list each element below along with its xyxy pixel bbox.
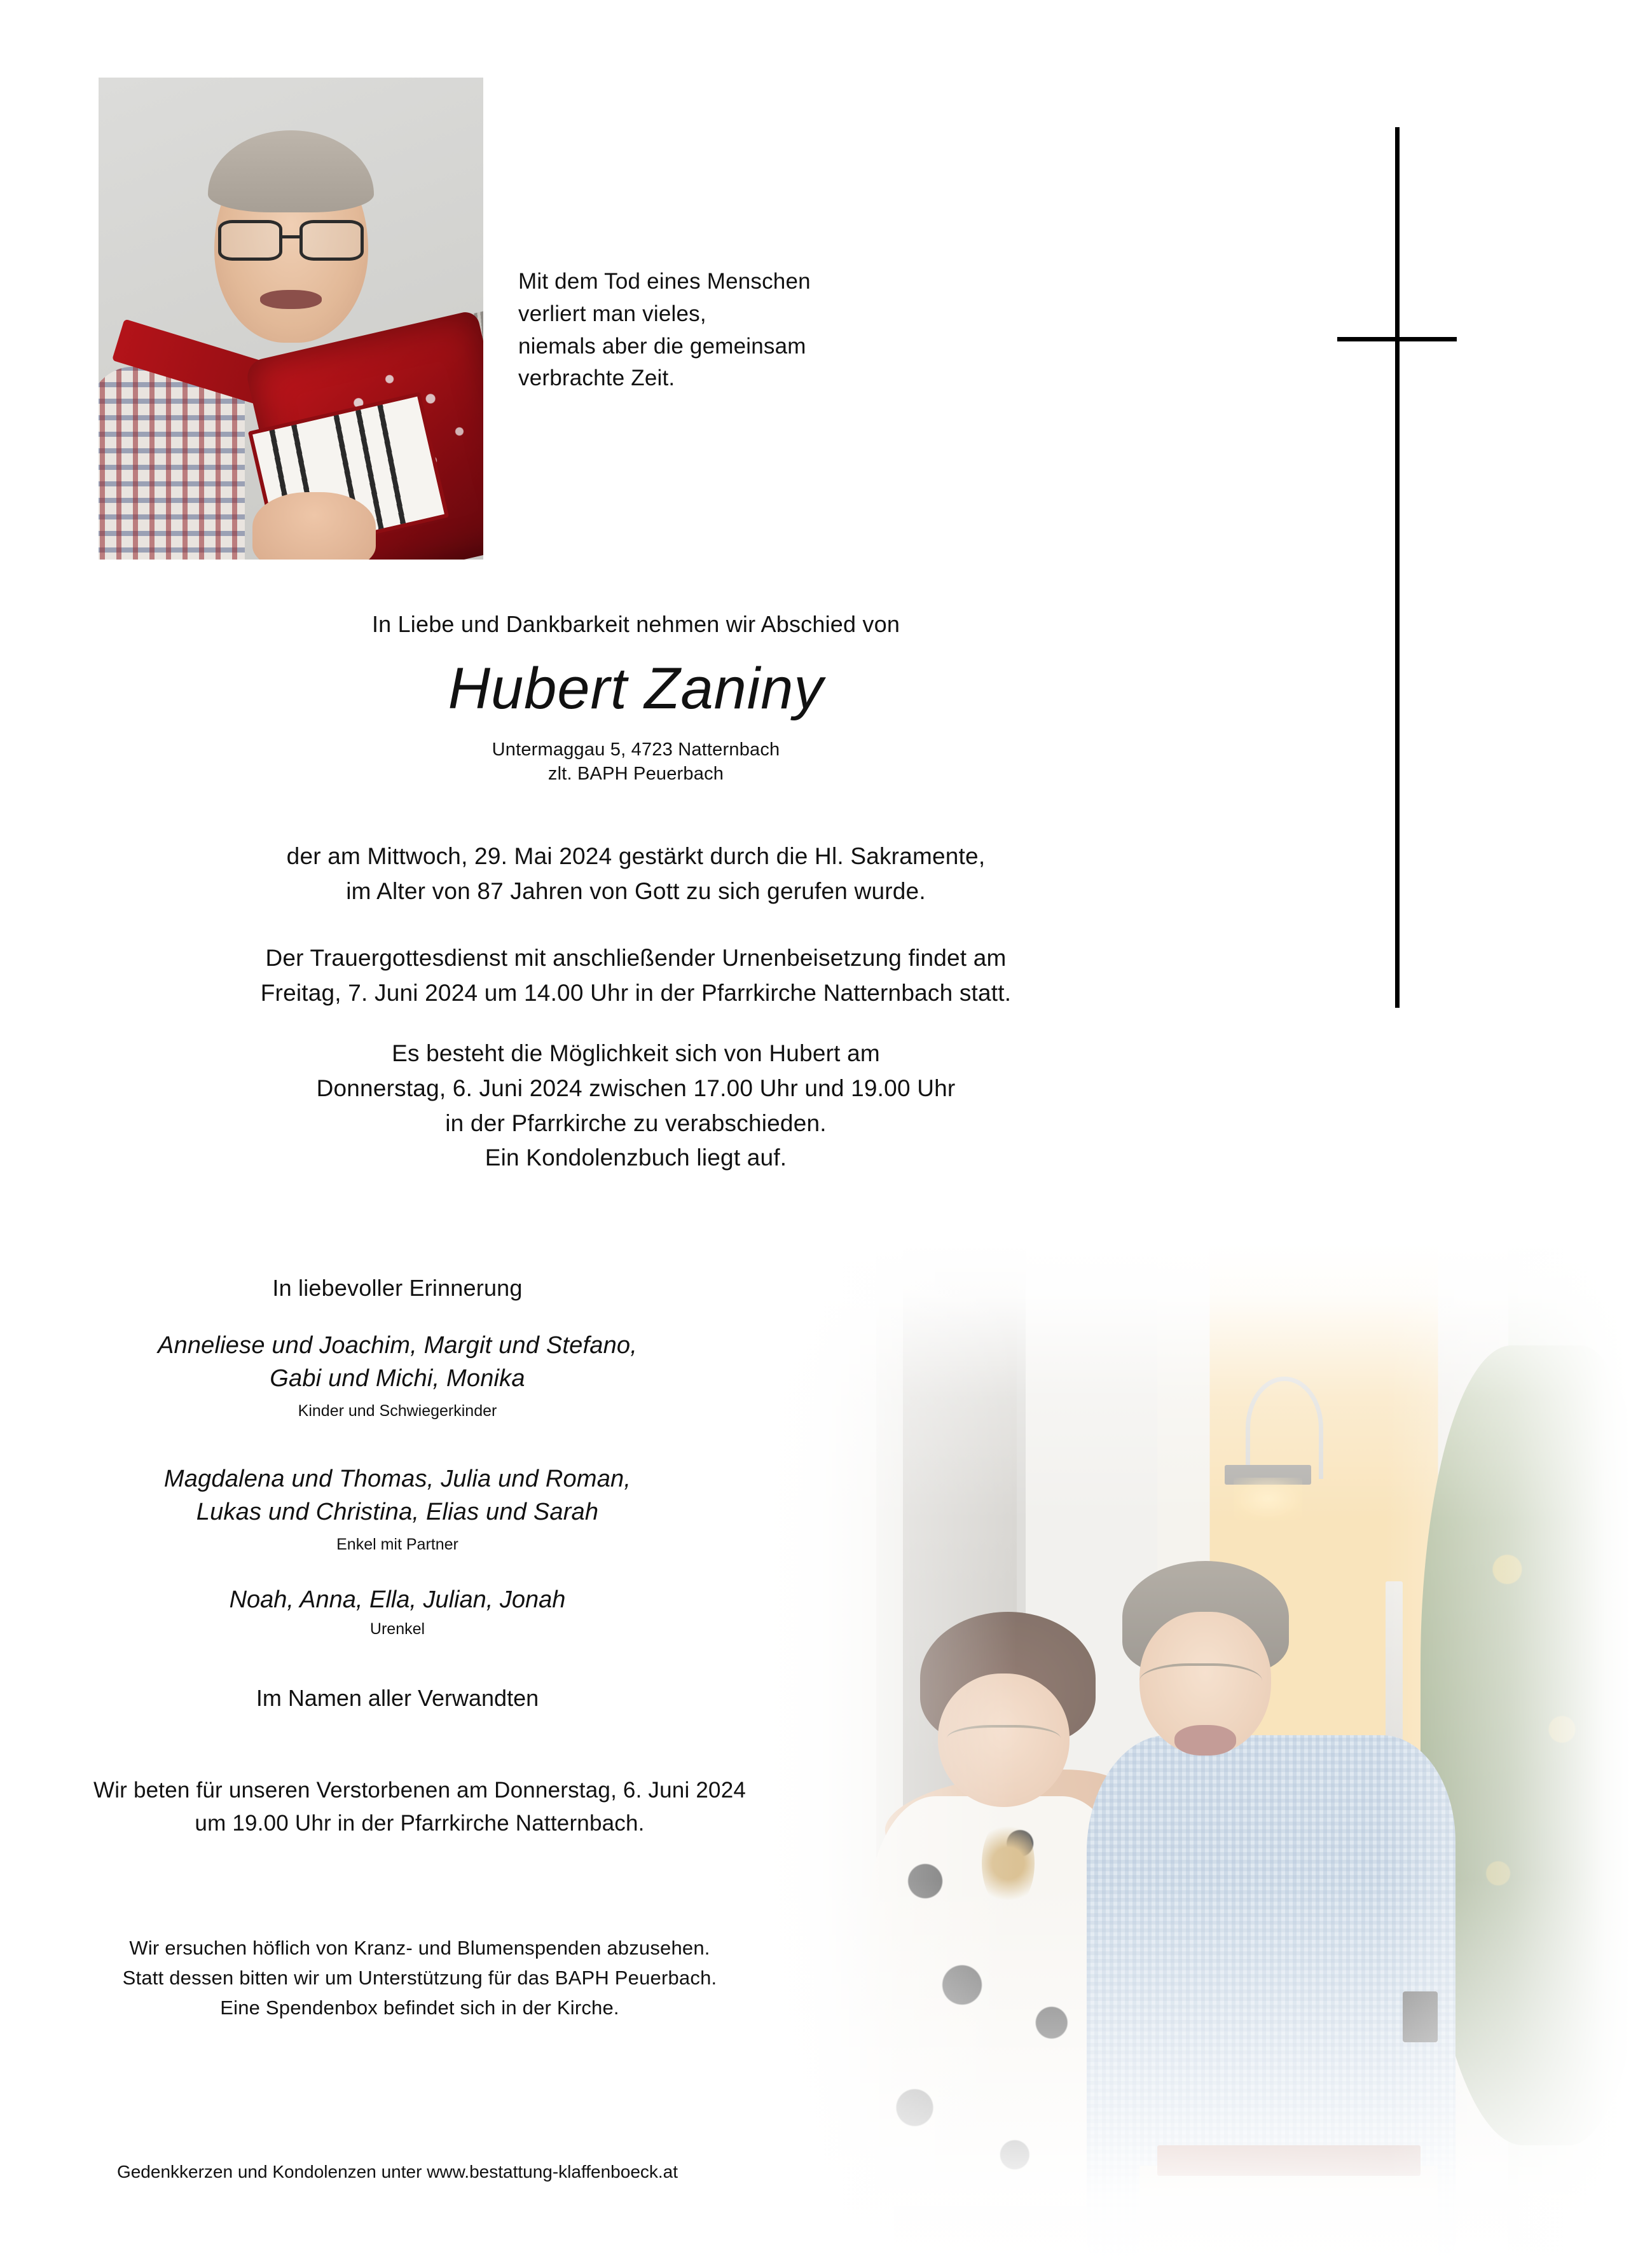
donation-request (0, 1933, 839, 2023)
children-caption: Kinder und Schwiegerkinder (298, 1402, 497, 1420)
viewing-line-2: Donnerstag, 6. Juni 2024 zwischen 17.00 Uhr und 19.00 Uhr (316, 1075, 956, 1101)
cross-horizontal-beam (1337, 337, 1457, 341)
grandchildren-names (0, 1462, 795, 1529)
prayer-line-2: um 19.00 Uhr in der Pfarrkirche Natternbach. (195, 1810, 645, 1836)
man-eyeglasses-icon (1139, 1663, 1262, 1707)
grandchildren-caption: Enkel mit Partner (336, 1536, 458, 1553)
service-line-2: Freitag, 7. Juni 2024 um 14.00 Uhr in der Pfarrkirche Natternbach statt. (260, 979, 1012, 1006)
portrait-photo (99, 78, 483, 560)
portrait-plaid-shirt-left (99, 367, 245, 560)
woman-trousers (894, 2206, 1105, 2268)
children-names (0, 1329, 795, 1396)
portrait-mouth (260, 290, 322, 309)
prayer-details (0, 1774, 839, 1840)
grandchildren-names-line-2: Lukas und Christina, Elias und Sarah (196, 1499, 599, 1526)
woman-eyeglasses-icon (947, 1725, 1061, 1758)
great-grandchildren-caption: Urenkel (369, 1620, 425, 1638)
grandchildren-names-line-1: Magdalena und Thomas, Julia und Roman, (163, 1466, 631, 1492)
deceased-address (0, 738, 1272, 787)
children-names-line-2: Gabi und Michi, Monika (270, 1365, 525, 1392)
man-wristwatch (1403, 1991, 1438, 2043)
funeral-service-details (0, 941, 1272, 1011)
cross-icon (1335, 127, 1462, 1008)
quote-line-2: verliert man vieles, (518, 301, 706, 326)
man-belt (1157, 2145, 1421, 2176)
memorial-quote (518, 266, 963, 395)
children-names-line-1: Anneliese und Joachim, Margit und Stefano, (157, 1332, 638, 1359)
cross-vertical-beam (1395, 127, 1400, 1008)
eyeglasses-icon (218, 220, 364, 261)
quote-line-1: Mit dem Tod eines Menschen (518, 269, 811, 294)
deceased-name: Hubert Zaniny (448, 656, 824, 721)
viewing-details (0, 1036, 1272, 1176)
couple-photo (754, 1243, 1631, 2268)
woman-necklace (982, 1817, 1035, 1909)
wall-lamp-icon (1218, 1377, 1368, 1541)
passing-line-2: im Alter von 87 Jahren von Gott zu sich gerufen wurde. (346, 877, 926, 904)
viewing-line-1: Es besteht die Möglichkeit sich von Hubert am (392, 1040, 880, 1066)
man-trousers (1139, 2166, 1438, 2268)
viewing-line-3: in der Pfarrkirche zu verabschieden. (445, 1110, 827, 1136)
donation-line-3: Eine Spendenbox befindet sich in der Kirche. (220, 1997, 619, 2019)
donation-line-1: Wir ersuchen höflich von Kranz- und Blumenspenden abzusehen. (129, 1937, 710, 1959)
passing-line-1: der am Mittwoch, 29. Mai 2024 gestärkt durch die Hl. Sakramente, (286, 843, 986, 869)
passing-details (0, 839, 1272, 909)
footer-condolence-link[interactable]: Gedenkkerzen und Kondolenzen unter www.bestattung-klaffenboeck.at (116, 2162, 678, 2182)
great-grandchildren-names: Noah, Anna, Ella, Julian, Jonah (229, 1586, 566, 1613)
man-mouth (1174, 1725, 1236, 1756)
deceased-address-line-1: Untermaggau 5, 4723 Natternbach (492, 739, 780, 760)
farewell-intro: In Liebe und Dankbarkeit nehmen wir Abschied von (371, 611, 900, 637)
quote-line-4: verbrachte Zeit. (518, 366, 675, 391)
portrait-hand (252, 492, 376, 560)
service-line-1: Der Trauergottesdienst mit anschließender Urnenbeisetzung findet am (265, 945, 1007, 971)
prayer-line-1: Wir beten für unseren Verstorbenen am Donnerstag, 6. Juni 2024 (93, 1778, 747, 1803)
deceased-address-line-2: zlt. BAPH Peuerbach (547, 764, 724, 785)
viewing-line-4: Ein Kondolenzbuch liegt auf. (485, 1144, 787, 1171)
donation-line-2: Statt dessen bitten wir um Unterstützung für das BAPH Peuerbach. (122, 1967, 717, 1990)
quote-line-3: niemals aber die gemeinsam (518, 333, 806, 359)
memory-heading: In liebevoller Erinnerung (272, 1275, 523, 1301)
relatives-line: Im Namen aller Verwandten (256, 1685, 539, 1711)
